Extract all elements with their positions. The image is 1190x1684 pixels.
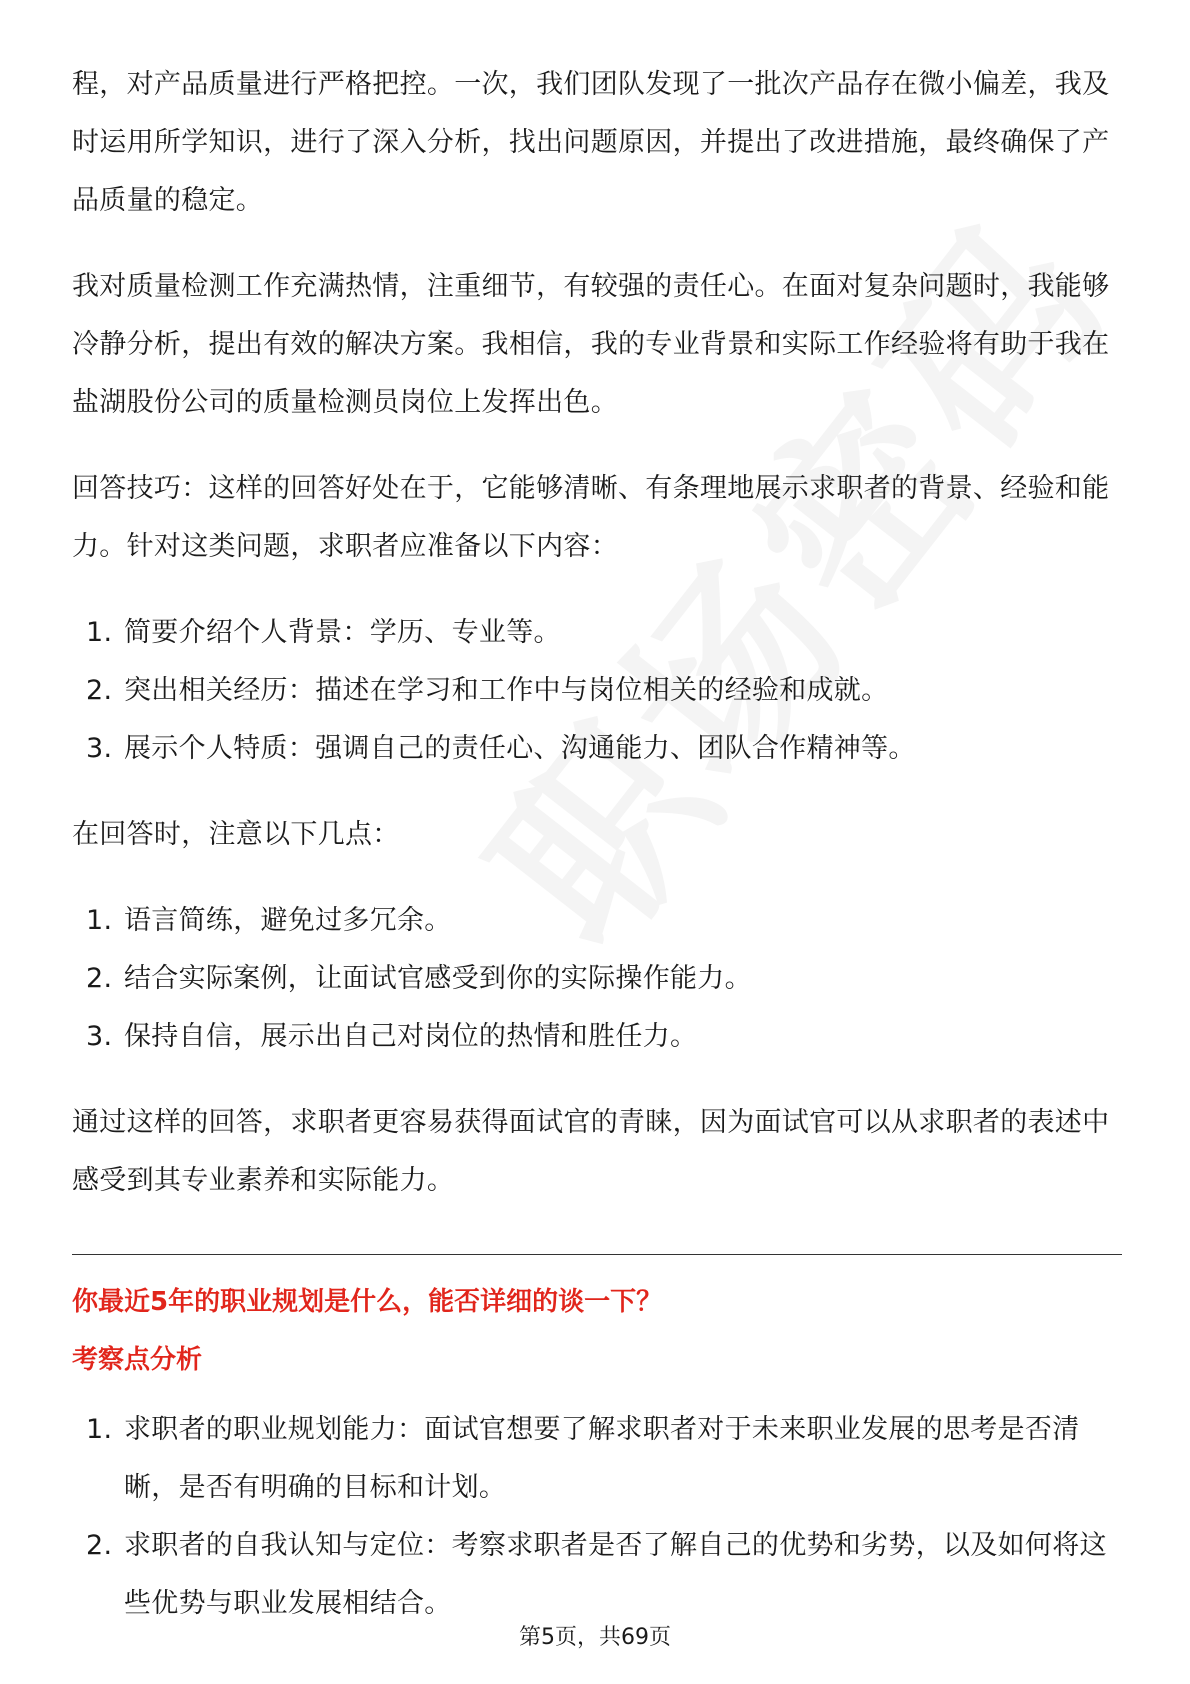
analysis-list [72,1401,1122,1633]
section-divider [72,1254,1122,1255]
document-page [72,56,1122,1661]
list-item: 1. 语言简练，避免过多冗余。 [86,905,452,936]
paragraph-conclusion: 通过这样的回答，求职者更容易获得面试官的青睐，因为面试官可以从求职者的表述中感受到其专业素养和实际能力。 [72,1107,1110,1196]
list-item: 3. 展示个人特质：强调自己的责任心、沟通能力、团队合作精神等。 [86,733,916,764]
prep-list [72,604,1122,778]
list-item: 2. 求职者的自我认知与定位：考察求职者是否了解自己的优势和劣势，以及如何将这些优势与职业发展相结合。 [86,1530,1107,1619]
analysis-title: 考察点分析 [72,1345,203,1375]
page-footer: 第5页，共69页 [519,1625,671,1650]
paragraph-passion: 我对质量检测工作充满热情，注重细节，有较强的责任心。在面对复杂问题时，我能够冷静分析，提出有效的解决方案。我相信，我的专业背景和实际工作经验将有助于我在盐湖股份公司的质量检测员岗位上发挥出色。 [72,271,1110,418]
notes-list [72,892,1122,1066]
list-item: 3. 保持自信，展示出自己对岗位的热情和胜任力。 [86,1021,698,1052]
list-item: 1. 求职者的职业规划能力：面试官想要了解求职者对于未来职业发展的思考是否清晰，是否有明确的目标和计划。 [86,1414,1080,1503]
list-item: 1. 简要介绍个人背景：学历、专业等。 [86,617,561,648]
question-title: 你最近5年的职业规划是什么，能否详细的谈一下？ [72,1287,663,1317]
paragraph-note: 在回答时，注意以下几点： [72,819,400,850]
paragraph-answer-tips: 回答技巧：这样的回答好处在于，它能够清晰、有条理地展示求职者的背景、经验和能力。针对这类问题，求职者应准备以下内容： [72,473,1110,562]
list-item: 2. 突出相关经历：描述在学习和工作中与岗位相关的经验和成就。 [86,675,889,706]
list-item: 2. 结合实际案例，让面试官感受到你的实际操作能力。 [86,963,752,994]
paragraph-quality-control: 程，对产品质量进行严格把控。一次，我们团队发现了一批次产品存在微小偏差，我及时运用所学知识，进行了深入分析，找出问题原因，并提出了改进措施，最终确保了产品质量的稳定。 [72,69,1110,216]
